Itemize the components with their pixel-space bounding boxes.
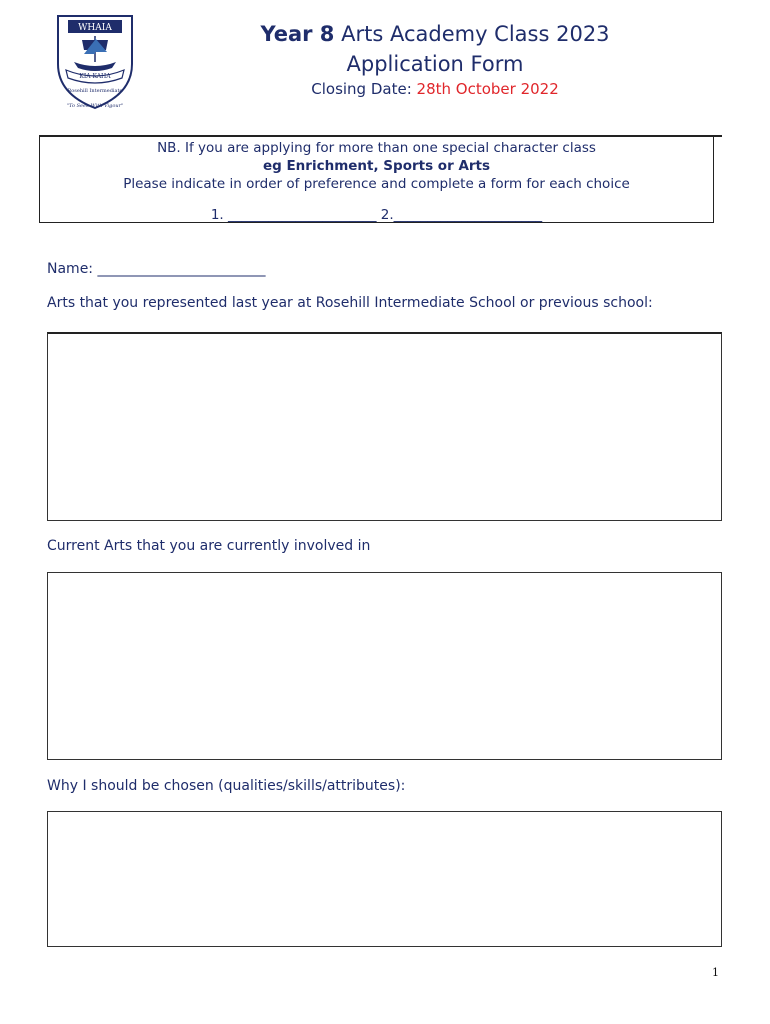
why-chosen-label: Why I should be chosen (qualities/skills/attributes): xyxy=(47,778,406,794)
form-title-rest: Arts Academy Class 2023 xyxy=(334,22,610,46)
notice-box-edge xyxy=(714,135,722,137)
preference-blanks[interactable]: 1. ______________________ 2.______________________ xyxy=(210,207,543,223)
current-arts-box[interactable] xyxy=(47,572,722,760)
notice-line-2: eg Enrichment, Sports or Arts xyxy=(262,158,491,174)
crest-banner-text: WHAIA xyxy=(78,23,112,33)
closing-date-label: Closing Date: xyxy=(311,80,417,98)
page-number: 1 xyxy=(712,966,719,979)
why-chosen-box[interactable] xyxy=(47,811,722,947)
notice-line-1: NB. If you are applying for more than one special character class xyxy=(157,140,596,156)
preference-notice-box xyxy=(39,135,714,223)
name-field[interactable]: Name: ________________________ xyxy=(47,261,266,277)
closing-date-value: 28th October 2022 xyxy=(416,80,559,98)
ship-crest-icon xyxy=(52,12,138,112)
notice-line-3: Please indicate in order of preference and complete a form for each choice xyxy=(123,176,630,192)
crest-arc-text: Rosehill Intermediate xyxy=(67,88,123,94)
crest-motto: "To Seek With Vigour" xyxy=(66,103,124,109)
form-title xyxy=(190,22,680,46)
form-title-year: Year 8 xyxy=(260,22,335,46)
current-arts-label: Current Arts that you are currently involved in xyxy=(47,538,371,554)
crest-ribbon-text: KIA KAHA xyxy=(79,73,111,80)
form-subtitle: Application Form xyxy=(346,52,524,76)
school-crest-logo xyxy=(52,12,138,112)
closing-date-line xyxy=(190,80,680,98)
represented-arts-label: Arts that you represented last year at Rosehill Intermediate School or previous school: xyxy=(47,295,653,311)
represented-arts-box[interactable] xyxy=(47,332,722,521)
